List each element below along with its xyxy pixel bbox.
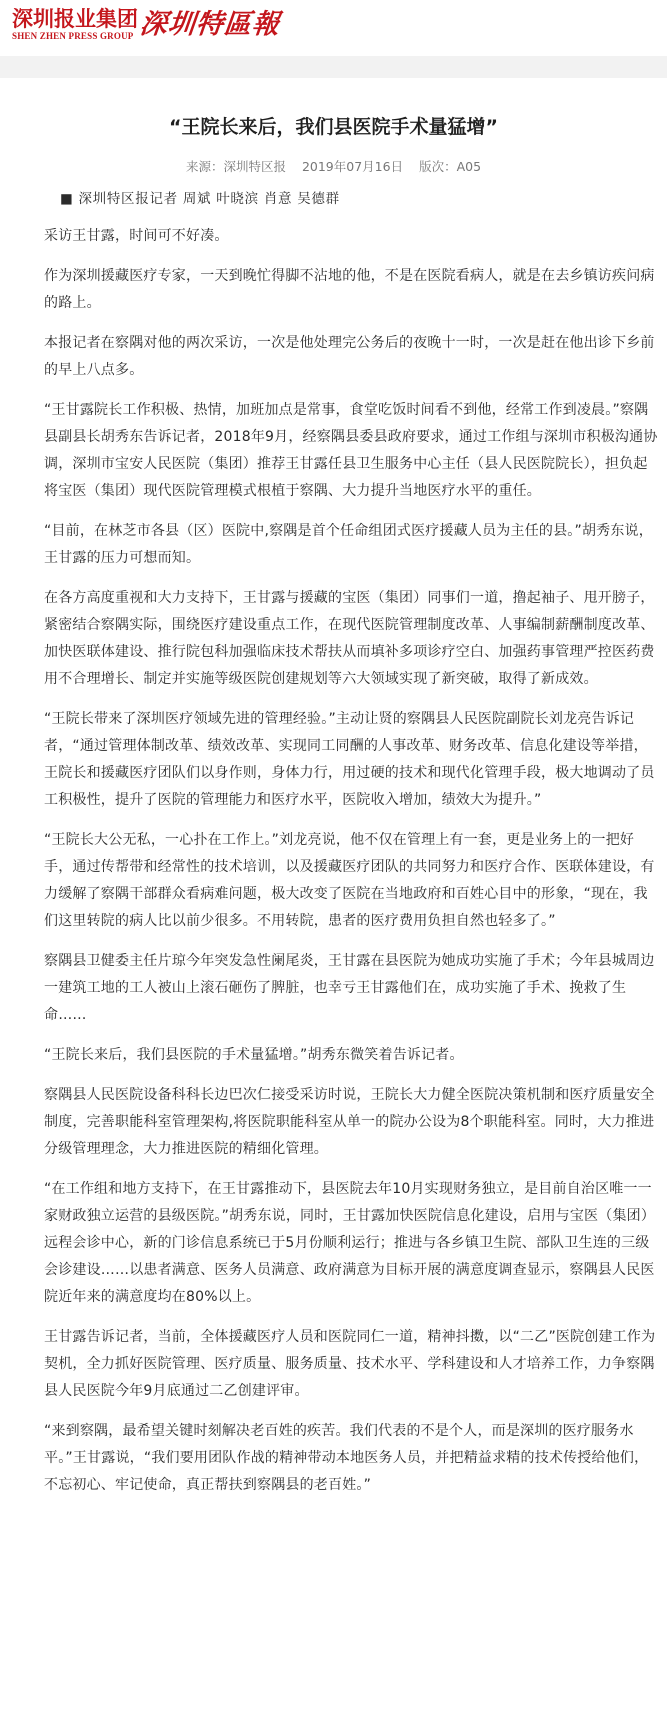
press-group-english-name: SHEN ZHEN PRESS GROUP (12, 31, 134, 41)
paragraph: 察隅县卫健委主任片琼今年突发急性阑尾炎，王甘露在县医院为她成功实施了手术；今年县城周边一建筑工地的工人被山上滚石砸伤了脾脏，也幸亏王甘露他们在，成功实施了手术、挽救了生命…… (44, 953, 655, 1023)
paragraph: “王院长大公无私，一心扑在工作上。”刘龙亮说，他不仅在管理上有一套，更是业务上的一把好手，通过传帮带和经常性的技术培训，以及援藏医疗团队的共同努力和医疗合作、医联体建设，有力缓解了察隅干部群众看病难问题，极大改变了医院在当地政府和百姓心目中的形象，“现在，我们这里转院的病人比以前少很多。不用转院，患者的医疗费用负担自然也轻多了。” (44, 832, 655, 929)
header-divider-band (0, 56, 667, 78)
paragraph: “在工作组和地方支持下，在王甘露推动下，县医院去年10月实现财务独立，是目前自治区唯一一家财政独立运营的县级医院。”胡秀东说，同时，王甘露加快医院信息化建设，启用与宝医（集团）远程会诊中心，新的门诊信息系统已于5月份顺利运行；推进与各乡镇卫生院、部队卫生连的三级会诊建设……以患者满意、医务人员满意、政府满意为目标开展的满意度调查显示，察隅县人民医院近年来的满意度均在80%以上。 (44, 1181, 656, 1305)
article-date: 2019年07月16日 (301, 159, 404, 174)
paragraph: 王甘露告诉记者，当前，全体援藏医疗人员和医院同仁一道，精神抖擞，以“二乙”医院创建工作为契机，全力抓好医院管理、医疗质量、服务质量、技术水平、学科建设和人才培养工作，力争察隅县人民医院今年9月底通过二乙创建评审。 (44, 1329, 656, 1399)
article-edition: 版次：A05 (419, 159, 482, 174)
paragraph: “王院长带来了深圳医疗领域先进的管理经验。”主动让贤的察隅县人民医院副院长刘龙亮告诉记者，“通过管理体制改革、绩效改革、实现同工同酬的人事改革、财务改革、信息化建设等举措，王院长和援藏医疗团队们以身作则，身体力行，用过硬的技术和现代化管理手段，极大地调动了员工积极性，提升了医院的管理能力和医疗水平，医院收入增加，绩效大为提升。” (44, 711, 655, 808)
paragraph: “来到察隅，最希望关键时刻解决老百姓的疾苦。我们代表的不是个人，而是深圳的医疗服务水平。”王甘露说，“我们要用团队作战的精神带动本地医务人员，并把精益求精的技术传授给他们，不忘初心、牢记使命，真正帮扶到察隅县的老百姓。” (44, 1423, 649, 1493)
paragraph: 察隅县人民医院设备科科长边巴次仁接受采访时说，王院长大力健全医院决策机制和医疗质量安全制度，完善职能科室管理架构,将医院职能科室从单一的院办公设为8个职能科室。同时，大力推进分级管理理念，大力推进医院的精细化管理。 (44, 1087, 655, 1157)
article-body (44, 188, 659, 1512)
press-group-logo-text: 深圳报业集团 (12, 6, 138, 31)
paragraph: 本报记者在察隅对他的两次采访，一次是他处理完公务后的夜晚十一时，一次是赶在他出诊下乡前的早上八点多。 (44, 335, 655, 378)
article-title: “王院长来后，我们县医院手术量猛增” (169, 116, 498, 138)
article-source: 来源：深圳特区报 (185, 159, 286, 174)
paragraph: 作为深圳援藏医疗专家，一天到晚忙得脚不沾地的他，不是在医院看病人，就是在去乡镇访疾问病的路上。 (44, 268, 655, 311)
paragraph: “王甘露院长工作积极、热情，加班加点是常事，食堂吃饭时间看不到他，经常工作到凌晨。”察隅县副县长胡秀东告诉记者，2018年9月，经察隅县委县政府要求，通过工作组与深圳市积极沟通协调，深圳市宝安人民医院（集团）推荐王甘露任县卫生服务中心主任（县人民医院院长），担负起将宝医（集团）现代医院管理模式根植于察隅、大力提升当地医疗水平的重任。 (44, 402, 658, 499)
article-meta (0, 158, 667, 176)
paragraph: 采访王甘露，时间可不好凑。 (44, 228, 229, 244)
masthead (0, 0, 667, 56)
paragraph: “王院长来后，我们县医院的手术量猛增。”胡秀东微笑着告诉记者。 (44, 1047, 464, 1063)
article-byline: ■ 深圳特区报记者 周斌 叶晓滨 肖意 吴德群 (60, 191, 340, 207)
paragraph: “目前，在林芝市各县（区）医院中,察隅是首个任命组团式医疗援藏人员为主任的县。”胡秀东说，王甘露的压力可想而知。 (44, 523, 653, 566)
paragraph: 在各方高度重视和大力支持下，王甘露与援藏的宝医（集团）同事们一道，撸起袖子、甩开膀子，紧密结合察隅实际，围绕医疗建设重点工作，在现代医院管理制度改革、人事编制薪酬制度改革、加快医联体建设、推行院包科加强临床技术帮扶从而填补多项诊疗空白、加强药事管理严控医药费用不合理增长、制定并实施等级医院创建规划等六大领域实现了新突破，取得了新成效。 (44, 590, 655, 687)
newspaper-logo[interactable]: 深圳特區報 (138, 9, 282, 40)
